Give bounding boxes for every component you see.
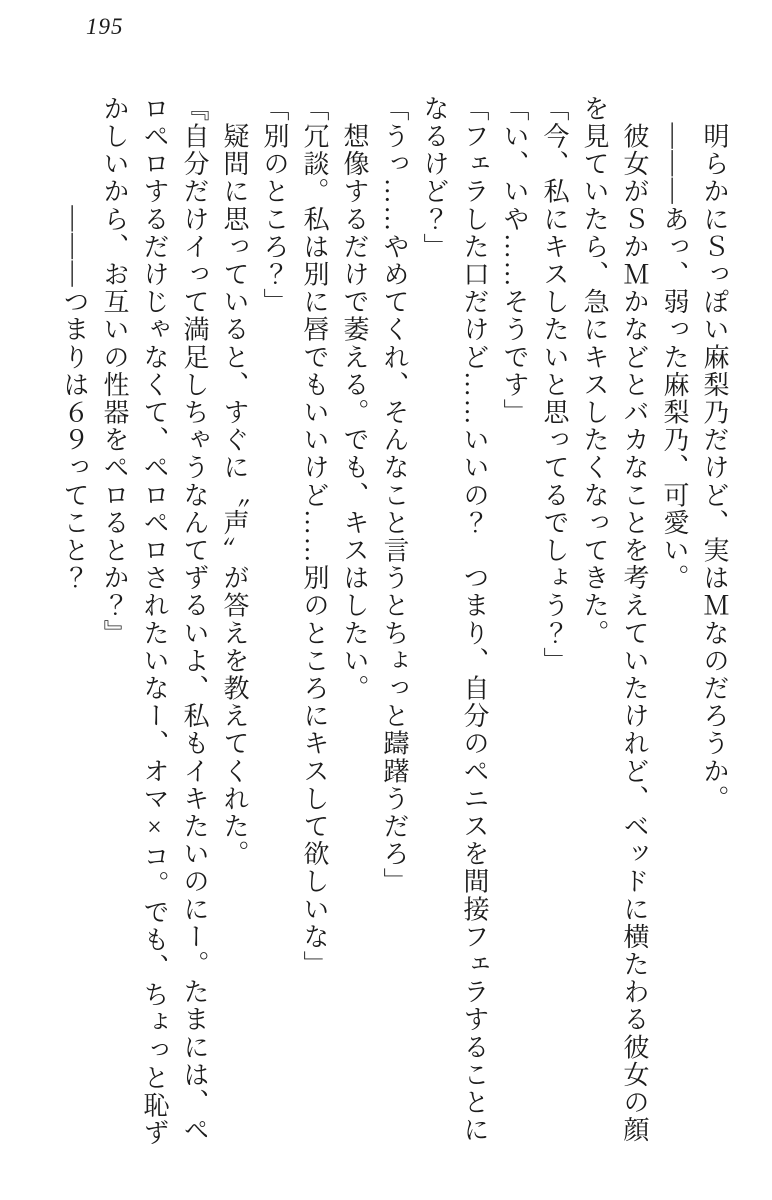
text-column: を見ていたら、急にキスしたくなってきた。 (580, 95, 609, 647)
text-column: 「うっ……やめてくれ、そんなこと言うとちょっと躊躇うだろ」 (380, 95, 409, 896)
page-number: 195 (86, 14, 124, 39)
text-column: かしいから、お互いの性器をペロるとか？』 (100, 95, 129, 647)
text-column: ―――あっ、弱った麻梨乃、可愛い。 (660, 95, 689, 592)
text-column: ロペロするだけじゃなくて、ペロペロされたいなー、オマ×コ。でも、ちょっと恥ず (140, 95, 169, 1147)
text-column: なるけど？」 (420, 95, 449, 261)
text-column: 「い、いや……そうです」 (500, 95, 529, 427)
vertical-text-block (54, 95, 734, 1167)
text-column: 「今、私にキスしたいと思ってるでしょう？」 (540, 95, 569, 675)
text-column: 想像するだけで萎える。でも、キスはしたい。 (340, 95, 369, 703)
text-column: 彼女がＳかＭかなどとバカなことを考えていたけれど、ベッドに横たわる彼女の顔 (620, 95, 649, 1144)
text-column: 「フェラした口だけど……いいの？ つまり、自分のペニスを間接フェラすることに (460, 95, 489, 1144)
text-column: 『自分だけイって満足しちゃうなんてずるいよ、私もイキたいのにー。たまには、ペ (180, 95, 209, 1144)
text-column: 「冗談。私は別に唇でもいいけど……別のところにキスして欲しいな」 (300, 95, 329, 979)
text-column: 明らかにＳっぽい麻梨乃だけど、実はＭなのだろうか。 (700, 95, 729, 813)
text-column: 「別のところ？」 (260, 95, 289, 316)
text-column: 疑問に思っていると、すぐに〝声〟が答えを教えてくれた。 (220, 95, 249, 868)
text-column: ―――つまりは６９ってこと？ (60, 95, 89, 592)
